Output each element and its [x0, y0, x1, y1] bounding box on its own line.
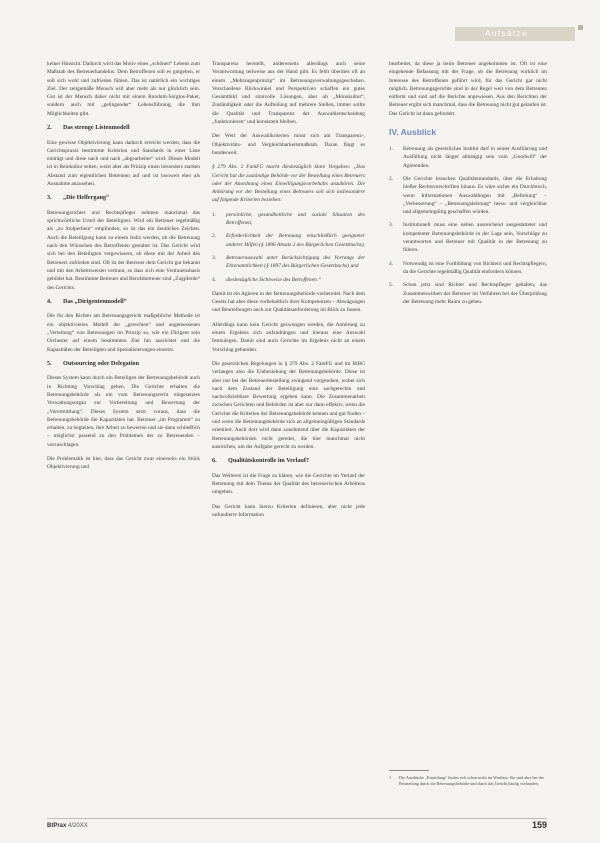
list-item: 1. persönliche, gesundheitliche und soziale Situation des Betroffenen, [212, 211, 365, 227]
paragraph: Eine gewisse Objektivierung kann dadurch erreicht werden, dass die Gerichtspraxis bestimmte Kriterien und Standards in einer Liste einträgt und diese nach und nach „abgearbeitet“ wird. Dieses Modell ist in Reinkultur selten, weist aber als Prinzip einen besonders starken Abstand zum eigentlichen Betreuten auf und ist insoweit eher als Ausnahme anzusehen. [47, 139, 200, 188]
paragraph: Die für den Richter am Betreuungsgericht maßgebliche Methode ist ein objektiviertes Modell der „gerechten“ und angemessenen „Verteilung“ von Betreuungen im Prinzip so, wie ein Dirigent sein Orchester auf einem bestimmten Ziel hin ausrichtet und die Kapazitäten der Beteiligten und Spezialisierungen einsetzt. [47, 313, 200, 353]
section-heading: 4. Das „Dirigentenmodell“ [47, 297, 127, 305]
paragraph: Das Weiteren ist die Frage zu klären, wie die Gerichte im Verlauf der Betreuung mit dem Thema der Qualität des betreuerischen Arbeitens umgehen. [212, 472, 365, 496]
criteria-list [212, 211, 365, 284]
paragraph: Der Wert der Auswahlkriterien misst sich am Transparenz-, Objektivitäts- und Vergleichbarkeitsmaßstab. Daran fängt es bundesweit. [212, 133, 365, 156]
list-item: 3. Betreuerauswahl unter Berücksichtigung des Vorrangs der Ehrenamtlichkeit (§ 1897 des Bürgerlichen Gesetzbuchs) und [212, 254, 365, 270]
outlook-list [389, 145, 547, 306]
footnote [389, 775, 547, 788]
section-heading: 3. „Die Helfergang“ [47, 194, 110, 202]
paragraph: Betreuungsrichter und Rechtspfleger nehmen manchmal das sprichwörtliche Urteil der Beteiligten: Wird ein Betreuer regelmäßig als „zu Stolperbein“ empfunden, so ist das ein deutliches Zeichen. Auch die Beteiligung kann zu einem Indiz werden, ob die Betreuung nach den Wünschen des Betroffenen gestaltet ist. Das Gericht wird sich bei den Beteiligten vergewissern, ob diese mit der Arbeit des Betreuers zufrieden sind. Oft ist der Betreuer dem Gericht gut bekannt und mit den Arbeitsweisen vertraut, so dass sich eine Vertrauensbasis gebildet hat. Bestimmte Betreuer und Berufsbetreuer sind „Zugpferde“ des Gerichts. [47, 209, 200, 291]
paragraph: Dieses System kann durch ein Beteiligen der Betreuungsbehörde auch in Richtung Vorschlag gehen. Die Gerichte erhalten die Betreuungsbehörde als ein vom Betreuungsrecht eingesetztes Verwaltungsorgan zur Vorbereitung und Bewertung der „Vorermittlung“. Dieses System setzt voraus, dass die Betreuungsbehörde die Kapazitäten hat. Betreuer „im Programm“ zu erhalten, zu begleiten, ihre Arbeit zu bewerten und sie dann schließlich – möglichst passend zu den Problemen der zu Betreuenden – vorzuschlagen. [47, 375, 200, 448]
footer-divider [47, 818, 547, 819]
running-header [0, 0, 600, 44]
journal-name: BtPrax [47, 823, 67, 829]
section-heading: 2. Das strenge Listenmodell [47, 124, 130, 132]
list-item: 4. diesbezügliche Sichtweise des Betroffenen.“ [212, 276, 322, 283]
list-item: 3. Institutionell muss eine neben ausreichend ausgestatteter und kompetenter Betreuungsbehörde in der Lage sein, Vorschläge zu verantworten und Betreuer mit Qualität in der Betreuung zu führen. [389, 222, 547, 254]
footnote-number: 1 [389, 775, 392, 780]
paragraph: Die Problematik ist hier, dass das Gericht zwar einerseits ein Stück Objektivierung und [47, 455, 200, 471]
text-column-2 [212, 60, 365, 525]
paragraph: Transparenz herstellt, andererseits allerdings auch seine Verantwortung teilweise aus der Hand gibt. Es fehlt überdies oft an einem „Mehraugenprinzip“ im Betreuungsverwaltungsgeschehen. Verschiedene Blickwinkel und Perspektiven schaffen ein gutes Gesamtbild und sinnvolle Lösungen, aber ob „Monokultur“, Zuständigkeit oder die Aufteilung auf mehrere Stellen, immer sollte die Qualität und Transparenz der Auswahlentscheidung „funktionieren“ und konsistent bleiben. [212, 61, 365, 126]
footnote-text: Die Ausdrücke „Ermittlung“ finden sich schon nicht im Wortlaut. Sie sind aber bei der Beurteilung durch die Betreuungsbehörde und durch das Gericht häufig vorhanden. [399, 775, 544, 787]
paragraph: Das Gericht kann hierzu Kriterien definieren, aber nicht jede unfundierte Information [212, 503, 365, 518]
journal-citation [47, 823, 88, 829]
list-item: 5. Schon jetzt sind Richter und Rechtspfleger gehalten, das Zusammenwirken der Betreuer im Verfahren bei der Überprüfung der Betreuung mehr Raum zu geben. [389, 282, 547, 305]
section-heading: 6. Qualitätskontrolle im Verlauf? [212, 457, 310, 465]
paragraph: Damit ist ein Agieren in der Betreuungsbehörde vorbereitet. Nach dem Gesetz hat aber diese vorbehaltlich ihrer Kompetenzen – Abwägungen und Beurteilungen auch zur Qualitätsanforderung im Blick zu fassen. [212, 290, 365, 314]
quote-paragraph: § 279 Abs. 2 FamFG macht diesbezüglich klare Vorgaben: „Das Gericht hat die zuständige Behörde vor der Bestellung eines Betreuers oder der Anordnung eines Einwilligungsvorbehalts anzuhören. Die Anhörung vor der Bestellung eines Betreuers soll sich insbesondere auf folgende Kriterien beziehen: [212, 164, 365, 204]
text-column-3 [389, 60, 547, 312]
paragraph: bearbeitet, da diese ja beim Betreuer angekommen ist. Oft ist eine eingehende Befassung mit der Frage, ob die Betreuung wirklich im Interesse des Betroffenen geführt wird, für das Gericht gar nicht möglich. Betreuungsgerichte sind in der Regel weit von dem Betreuten entfernt und sind auf die Berichte angewiesen. Aus den Berichten der Betreuer ergibt sich manchmal, dass die Betreuung nicht gut gelaufen ist. Das Gericht ist dann gefordert. [389, 61, 547, 117]
paragraph: Allerdings kann kein Gericht gezwungen werden, die Anhörung zu einem Ergebnis sich aufzudrängen und hieraus eine Auswahl festzulegen. Damit sind auch Gerichte im Ergebnis nicht an einem Vorschlag gebunden. [212, 321, 365, 353]
journal-issue: 4/20XX [68, 823, 88, 829]
paragraph: Die gesetzlichen Regelungen in § 279 Abs. 2 FamFG und im BtBG verlangen also die Einbeziehung der Betreuungsbehörde. Diese ist aber nur bei der Betreuerbestellung zwingend vorgesehen, wobei sich nach dem Zustand der Beteiligung eine sachgerechte und nachvollziehbare Bewertung ergeben kann. Die Zusammenarbeit zwischen Gerichten und Behörden ist aber nur dann effektiv, wenn die Gerichte die Kriterien der Betreuungsbehörde kennen und gut finden – und wenn die Betreuungsbehörde sich an allgemeingültigen Standards orientiert. Auch dort wird dann zunehmend über die Kapazitäten der Betreuungsbehörden nicht geredet, die hier manchmal nicht ausreichen, um der Aufgabe gerecht zu werden. [212, 360, 365, 450]
list-item: 2. Die Gerichte brauchen Qualitätsstandards, über die Erhaltung bloßer Rechtsvorschriften hinaus. Es wäre sicher ein Durchbruch, wenn Informationen Auswahlbogen mit „Befreiung“ – „Verbesserung“ – „Betreuungsleistung“ mess- und vergleichbar und allgemeingültig geschaffen würden. [389, 175, 547, 216]
list-item: 4. Notwendig ist eine Fortbildung von Richtern und Rechtspflegern, da die Gerichte regelmäßig Qualität einfordern können. [389, 260, 547, 275]
corner-mark-icon [578, 25, 583, 30]
chapter-heading: IV. Ausblick [389, 127, 437, 138]
section-heading: 5. Outsourcing oder Delegation [47, 359, 140, 367]
list-item: 1. Betreuung als gesetzliches Institut darf in seiner Ausführung und Ausfüllung nicht länger abhängig sein vom „Goodwill“ der Agierenden. [389, 146, 547, 169]
list-item: 2. Erforderlichkeit der Betreuung einschließlich geeigneter anderer Hilfen (§ 1896 Absatz 2 des Bürgerlichen Gesetzbuchs), [212, 233, 365, 248]
text-column-1 [47, 60, 200, 478]
paragraph: keiner Hinsicht. Dadurch wird das Motiv eines „schönen“ Lebens zum Maßstab des Betreuerhandelns. Dem Betroffenen soll es gutgehen, er soll sich wohl und zufrieden fühlen. Das ist natürlich ein wichtiges Ziel. Der zeitgemäße Mensch will aber mehr als nur glücklich sein. Gut ist der Mensch daher nicht mit einem Rundum-Sorglos-Paket, sondern auch mit „gelingender“ Lebensführung, die ihm Möglichkeiten gibt. [47, 61, 200, 117]
footnote-divider [389, 770, 429, 771]
page-number: 159 [531, 820, 547, 830]
section-label: Aufsätze [485, 29, 529, 38]
